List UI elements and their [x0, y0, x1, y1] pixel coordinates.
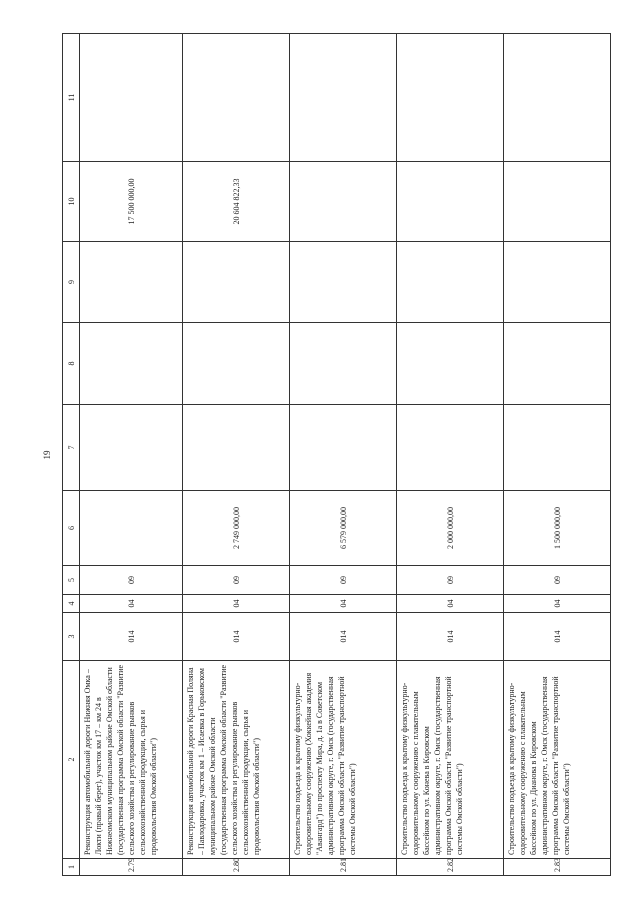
table-row	[504, 34, 611, 876]
table-row	[183, 34, 290, 876]
cell-col8	[290, 323, 397, 405]
cell-col9	[290, 242, 397, 323]
col-header-10: 10	[63, 162, 80, 242]
row-number: 2.80	[183, 859, 290, 876]
col-header-4: 4	[63, 595, 80, 613]
cell-col10: 17 500 000,00	[80, 162, 183, 242]
cell-col6: 2 749 000,00	[183, 491, 290, 566]
row-name: Реконструкция автомобильной дороги Красная Поляна – Павлодаровка, участок км 1 – Исаевка в Горьковском муниципальном районе Омской области (государственная программа Омской области "Развитие сельского хозяйства и регулирование рынков сельскохозяйственной продукции, сырья и продовольствия Омской области")	[183, 661, 290, 859]
col-header-5: 5	[63, 566, 80, 595]
cell-col10	[504, 162, 611, 242]
cell-col11	[504, 34, 611, 162]
rotated-table-block	[42, 34, 590, 876]
cell-col3: 014	[290, 613, 397, 661]
cell-col7	[183, 405, 290, 491]
cell-col8	[504, 323, 611, 405]
budget-table	[62, 33, 611, 876]
cell-col6: 2 000 000,00	[397, 491, 504, 566]
row-name: Строительство подъезда к крытому физкультурно-оздоровительному сооружению (Хоккейная академия "Авангард") по проспекту Мира, д. 1а в Советском административном округе, г. Омск (государственная программа Омской области "Развитие транспортной системы Омской области")	[290, 661, 397, 859]
cell-col8	[80, 323, 183, 405]
col-header-8: 8	[63, 323, 80, 405]
row-name: Реконструкция автомобильной дороги Нижняя Омка – Локти (правый берег), участок км 17 – км 24 в Нижнеомском муниципальном районе Омской области (государственная программа Омской области "Развитие сельского хозяйства и регулирование рынков сельскохозяйственной продукции, сырья и продовольствия Омской области")	[80, 661, 183, 859]
cell-col10	[290, 162, 397, 242]
table-row	[397, 34, 504, 876]
cell-col4: 04	[504, 595, 611, 613]
cell-col11	[80, 34, 183, 162]
row-number: 2.83	[504, 859, 611, 876]
cell-col4: 04	[80, 595, 183, 613]
cell-col11	[290, 34, 397, 162]
cell-col6: 1 500 000,00	[504, 491, 611, 566]
col-header-2: 2	[63, 661, 80, 859]
row-name: Строительство подъезда к крытому физкультурно-оздоровительному сооружению с плавательным бассейном по ул. Дианова в Кировском административном округе, г. Омск (государственная программа Омской области "Развитие транспортной системы Омской области")	[504, 661, 611, 859]
cell-col7	[504, 405, 611, 491]
col-header-3: 3	[63, 613, 80, 661]
cell-col4: 04	[290, 595, 397, 613]
cell-col7	[80, 405, 183, 491]
cell-col8	[397, 323, 504, 405]
cell-col3: 014	[397, 613, 504, 661]
col-header-9: 9	[63, 242, 80, 323]
cell-col5: 09	[183, 566, 290, 595]
row-name: Строительство подъезда к крытому физкультурно-оздоровительному сооружению с плавательным бассейном по ул. Конева в Кировском административном округе, г. Омск (государственная программа Омской области "Развитие транспортной системы Омской области")	[397, 661, 504, 859]
cell-col7	[290, 405, 397, 491]
col-header-1: 1	[63, 859, 80, 876]
cell-col10: 20 604 822,33	[183, 162, 290, 242]
cell-col7	[397, 405, 504, 491]
cell-col4: 04	[397, 595, 504, 613]
cell-col5: 09	[397, 566, 504, 595]
cell-col10	[397, 162, 504, 242]
cell-col6	[80, 491, 183, 566]
cell-col6: 6 579 000,00	[290, 491, 397, 566]
cell-col9	[80, 242, 183, 323]
col-header-11: 11	[63, 34, 80, 162]
cell-col9	[397, 242, 504, 323]
cell-col3: 014	[504, 613, 611, 661]
cell-col11	[183, 34, 290, 162]
cell-col3: 014	[183, 613, 290, 661]
row-number: 2.82	[397, 859, 504, 876]
cell-col11	[397, 34, 504, 162]
cell-col3: 014	[80, 613, 183, 661]
row-number: 2.81	[290, 859, 397, 876]
cell-col5: 09	[80, 566, 183, 595]
cell-col4: 04	[183, 595, 290, 613]
cell-col9	[504, 242, 611, 323]
col-header-7: 7	[63, 405, 80, 491]
cell-col5: 09	[290, 566, 397, 595]
table-row	[290, 34, 397, 876]
header-row	[63, 34, 80, 876]
row-number: 2.79	[80, 859, 183, 876]
cell-col8	[183, 323, 290, 405]
cell-col5: 09	[504, 566, 611, 595]
page-number: 19	[42, 450, 52, 460]
col-header-6: 6	[63, 491, 80, 566]
cell-col9	[183, 242, 290, 323]
table-row	[80, 34, 183, 876]
